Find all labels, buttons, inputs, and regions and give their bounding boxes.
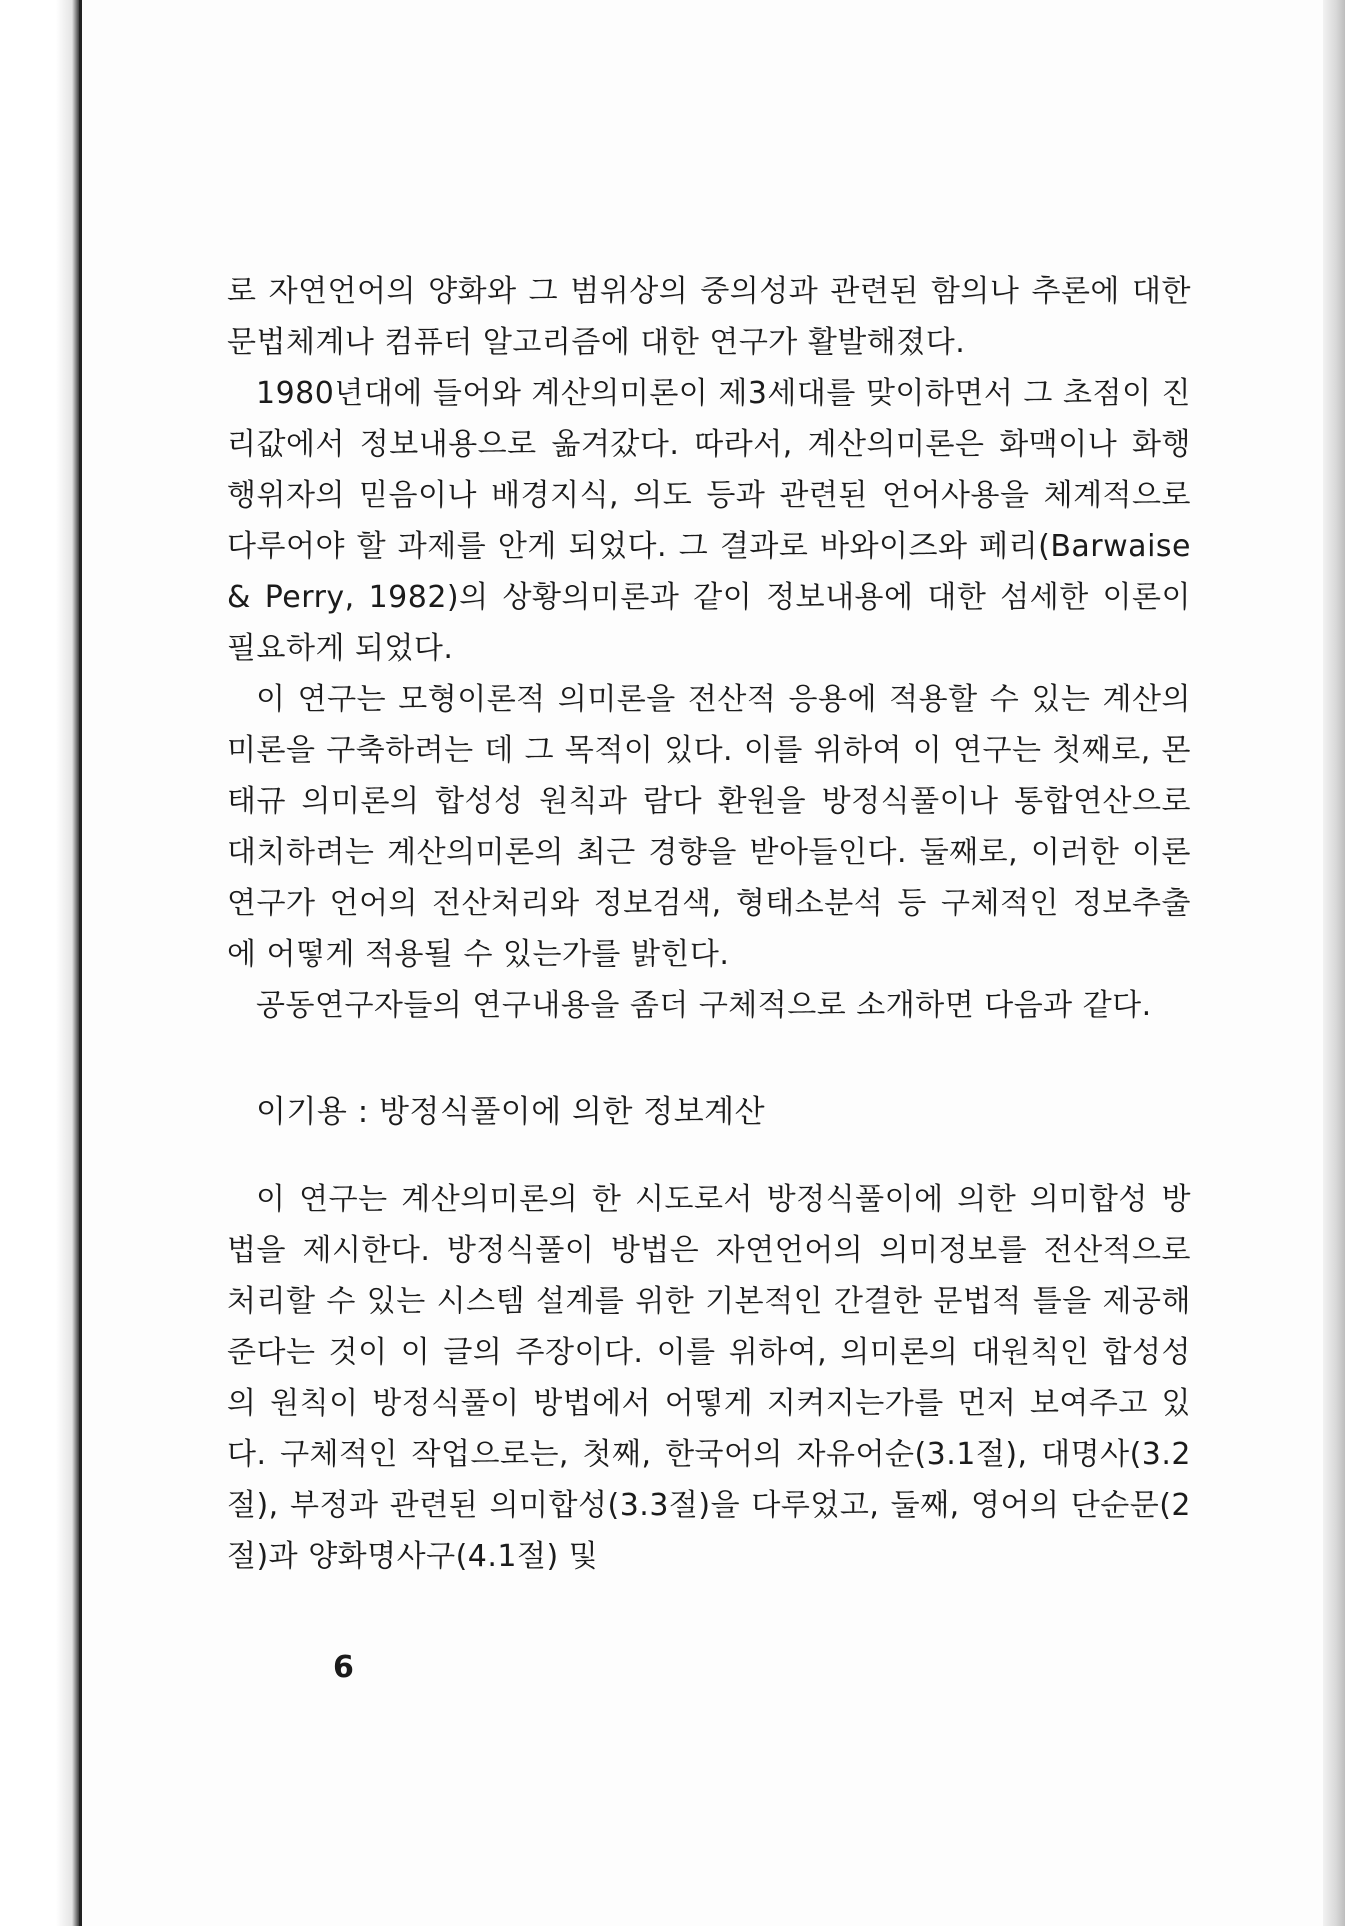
section-heading: 이기용 : 방정식풀이에 의한 정보계산 [256,1094,766,1130]
paragraph-1: 로 자연언어의 양화와 그 범위상의 중의성과 관련된 함의나 추론에 대한 문법체계나 컴퓨터 알고리즘에 대한 연구가 활발해졌다. [227,274,1191,360]
paragraph-4: 공동연구자들의 연구내용을 좀더 구체적으로 소개하면 다음과 같다. [256,988,1152,1023]
page-binding-edge [0,0,80,1926]
page-number: 6 [333,1650,354,1685]
page-right-edge [1323,0,1345,1926]
paragraph-3: 이 연구는 모형이론적 의미론을 전산적 응용에 적용할 수 있는 계산의미론을 구축하려는 데 그 목적이 있다. 이를 위하여 이 연구는 첫째로, 몬태규 의미론의 합성성 원칙과 람다 환원을 방정식풀이나 통합연산으로 대치하려는 계산의미론의 최근 경향을 받아들인다. 둘째로, 이러한 이론연구가 언어의 전산처리와 정보검색, 형태소분석 등 구체적인 정보추출에 어떻게 적용될 수 있는가를 밝힌다. [227,682,1191,972]
page-content [227,266,1191,1582]
paragraph-5: 이 연구는 계산의미론의 한 시도로서 방정식풀이에 의한 의미합성 방법을 제시한다. 방정식풀이 방법은 자연언어의 의미정보를 전산적으로 처리할 수 있는 시스템 설계를 위한 기본적인 간결한 문법적 틀을 제공해 준다는 것이 이 글의 주장이다. 이를 위하여, 의미론의 대원칙인 합성성의 원칙이 방정식풀이 방법에서 어떻게 지켜지는가를 먼저 보여주고 있다. 구체적인 작업으로는, 첫째, 한국어의 자유어순(3.1절), 대명사(3.2절), 부정과 관련된 의미합성(3.3절)을 다루었고, 둘째, 영어의 단순문(2절)과 양화명사구(4.1절) 및 [227,1182,1191,1574]
paragraph-2: 1980년대에 들어와 계산의미론이 제3세대를 맞이하면서 그 초점이 진리값에서 정보내용으로 옮겨갔다. 따라서, 계산의미론은 화맥이나 화행 행위자의 믿음이나 배경지식, 의도 등과 관련된 언어사용을 체계적으로 다루어야 할 과제를 안게 되었다. 그 결과로 바와이즈와 페리(Barwaise & Perry, 1982)의 상황의미론과 같이 정보내용에 대한 섬세한 이론이 필요하게 되었다. [227,376,1191,666]
